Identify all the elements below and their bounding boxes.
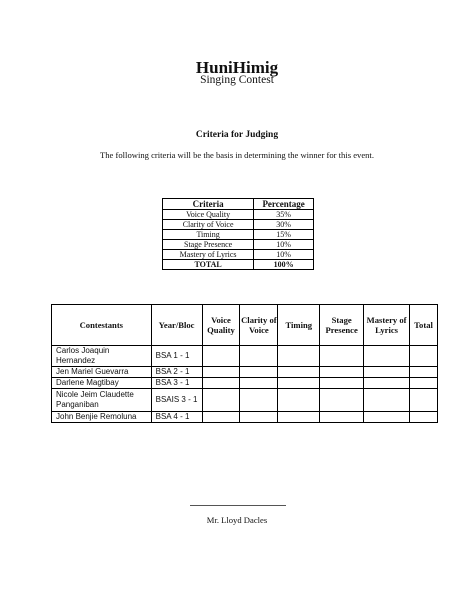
criteria-row xyxy=(163,210,314,220)
criteria-total-row xyxy=(163,260,314,270)
score-cell xyxy=(278,346,320,367)
criteria-row xyxy=(163,230,314,240)
score-cell xyxy=(240,346,278,367)
document-title: HuniHimig xyxy=(195,58,279,77)
mastery-column-header: Mastery of Lyrics xyxy=(364,305,410,346)
criteria-percentage: 10% xyxy=(254,250,314,260)
score-cell xyxy=(278,367,320,378)
contestant-name: Darlene Magtibay xyxy=(52,378,152,389)
contestant-bloc: BSA 2 - 1 xyxy=(151,367,202,378)
criteria-row xyxy=(163,220,314,230)
contestant-bloc: BSA 1 - 1 xyxy=(151,346,202,367)
score-cell xyxy=(410,346,438,367)
percentage-column-header: Percentage xyxy=(254,199,314,210)
contestant-name: Nicole Jeim Claudette Panganiban xyxy=(52,389,152,412)
score-cell xyxy=(320,378,364,389)
score-cell xyxy=(202,378,240,389)
document-subtitle: Singing Contest xyxy=(200,74,274,86)
score-cell xyxy=(320,367,364,378)
score-cell xyxy=(240,367,278,378)
score-cell xyxy=(320,412,364,423)
contestant-name: John Benjie Remoluna xyxy=(52,412,152,423)
criteria-row xyxy=(163,240,314,250)
signature-line xyxy=(190,505,286,506)
score-table-header xyxy=(52,305,438,346)
year-bloc-column-header: Year/Bloc xyxy=(151,305,202,346)
clarity-column-header: Clarity of Voice xyxy=(240,305,278,346)
criteria-percentage: 10% xyxy=(254,240,314,250)
contestants-column-header: Contestants xyxy=(52,305,152,346)
score-cell xyxy=(202,367,240,378)
voice-quality-column-header: Voice Quality xyxy=(202,305,240,346)
criteria-intro-text: The following criteria will be the basis in determining the winner for this event. xyxy=(100,150,374,160)
score-cell xyxy=(202,412,240,423)
table-row xyxy=(52,378,438,389)
score-cell xyxy=(364,346,410,367)
score-cell xyxy=(364,378,410,389)
score-cell xyxy=(410,367,438,378)
criteria-row xyxy=(163,250,314,260)
total-column-header: Total xyxy=(410,305,438,346)
criteria-name: Mastery of Lyrics xyxy=(163,250,254,260)
contestant-bloc: BSA 3 - 1 xyxy=(151,378,202,389)
score-cell xyxy=(240,389,278,412)
table-row xyxy=(52,412,438,423)
score-cell xyxy=(410,389,438,412)
table-row xyxy=(52,389,438,412)
score-cell xyxy=(364,389,410,412)
timing-column-header: Timing xyxy=(278,305,320,346)
score-cell xyxy=(410,412,438,423)
criteria-name: Stage Presence xyxy=(163,240,254,250)
criteria-percentage: 35% xyxy=(254,210,314,220)
score-cell xyxy=(278,378,320,389)
criteria-table xyxy=(162,198,314,270)
total-percentage: 100% xyxy=(254,260,314,270)
stage-presence-column-header: Stage Presence xyxy=(320,305,364,346)
criteria-heading: Criteria for Judging xyxy=(195,130,279,140)
criteria-name: Clarity of Voice xyxy=(163,220,254,230)
score-cell xyxy=(202,346,240,367)
criteria-percentage: 30% xyxy=(254,220,314,230)
criteria-name: Timing xyxy=(163,230,254,240)
criteria-name: Voice Quality xyxy=(163,210,254,220)
score-cell xyxy=(278,389,320,412)
contestant-name: Jen Mariel Guevarra xyxy=(52,367,152,378)
contestant-bloc: BSAIS 3 - 1 xyxy=(151,389,202,412)
score-cell xyxy=(320,389,364,412)
score-cell xyxy=(320,346,364,367)
score-cell xyxy=(240,378,278,389)
score-cell xyxy=(278,412,320,423)
total-label: TOTAL xyxy=(163,260,254,270)
score-cell xyxy=(240,412,278,423)
contestant-bloc: BSA 4 - 1 xyxy=(151,412,202,423)
criteria-percentage: 15% xyxy=(254,230,314,240)
score-sheet-table xyxy=(51,304,438,423)
score-cell xyxy=(364,367,410,378)
contestant-name: Carlos Joaquin Hernandez xyxy=(52,346,152,367)
criteria-column-header: Criteria xyxy=(163,199,254,210)
table-row xyxy=(52,367,438,378)
table-row xyxy=(52,346,438,367)
score-cell xyxy=(410,378,438,389)
score-cell xyxy=(202,389,240,412)
score-cell xyxy=(364,412,410,423)
criteria-table-header xyxy=(163,199,314,210)
signature-name: Mr. Lloyd Dacles xyxy=(206,515,268,525)
